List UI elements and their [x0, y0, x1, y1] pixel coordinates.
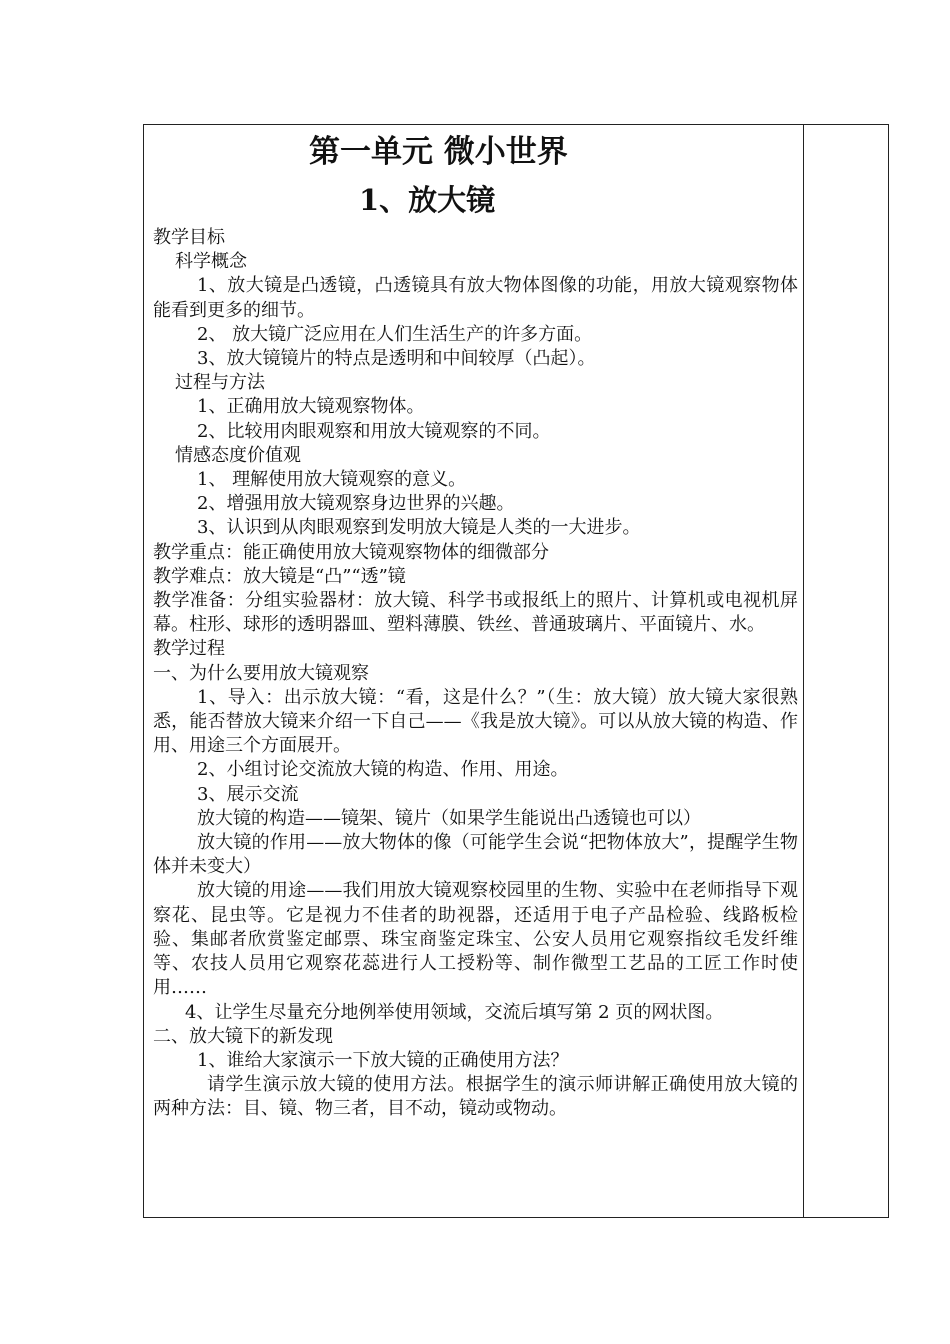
unit-title: 第一单元 微小世界 [309, 134, 568, 170]
body-line: 教学目标 [153, 227, 225, 248]
body-line: 放大镜的构造——镜架、镜片（如果学生能说出凸透镜也可以） [197, 807, 701, 829]
body-line: 1、导入：出示放大镜：“看，这是什么？”（生：放大镜）放大镜大家很熟悉，能否替放大镜来介绍一下自己——《我是放大镜》。可以从放大镜的构造、作用、用途三个方面展开。 [153, 686, 798, 757]
body-line: 1、 理解使用放大镜观察的意义。 [197, 469, 467, 491]
body-line: 放大镜的用途——我们用放大镜观察校园里的生物、实验中在老师指导下观察花、昆虫等。它是视力不佳者的助视器，还适用于电子产品检验、线路板检验、集邮者欣赏鉴定邮票、珠宝商鉴定珠宝、公安人员用它观察指纹毛发纤维等、农技人员用它观察花蕊进行人工授粉等、制作微型工艺品的工匠工作时使用…… [153, 880, 798, 999]
body-line: 2、比较用肉眼观察和用放大镜观察的不同。 [197, 420, 551, 442]
body-line: 2、小组讨论交流放大镜的构造、作用、用途。 [197, 759, 569, 781]
body-line: 3、认识到从肉眼观察到发明放大镜是人类的一大进步。 [197, 517, 641, 539]
table-column-divider [803, 124, 804, 1218]
lesson-title: 1、放大镜 [359, 183, 496, 217]
body-line: 3、放大镜镜片的特点是透明和中间较厚（凸起）。 [197, 348, 596, 370]
body-line: 二、放大镜下的新发现 [153, 1025, 333, 1047]
body-line: 2、增强用放大镜观察身边世界的兴趣。 [197, 493, 515, 515]
body-line: 一、为什么要用放大镜观察 [153, 662, 369, 684]
body-line: 1、正确用放大镜观察物体。 [197, 396, 425, 418]
lesson-body [153, 226, 798, 1122]
body-line: 教学准备：分组实验器材：放大镜、科学书或报纸上的照片、计算机或电视机屏幕。柱形、球形的透明器皿、塑料薄膜、铁丝、普通玻璃片、平面镜片、水。 [153, 590, 798, 636]
body-line: 4、让学生尽量充分地例举使用领域，交流后填写第 2 页的网状图。 [185, 1001, 724, 1023]
body-line: 情感态度价值观 [175, 444, 301, 466]
body-line: 教学难点：放大镜是“凸”“透”镜 [153, 565, 406, 587]
body-line: 1、谁给大家演示一下放大镜的正确使用方法？ [197, 1049, 569, 1071]
body-line: 3、展示交流 [197, 783, 299, 805]
body-line: 过程与方法 [175, 372, 265, 394]
body-line: 2、 放大镜广泛应用在人们生活生产的许多方面。 [197, 323, 593, 345]
body-line: 教学过程 [153, 638, 225, 660]
body-line: 科学概念 [175, 251, 247, 273]
body-line: 1、放大镜是凸透镜，凸透镜具有放大物体图像的功能，用放大镜观察物体 能看到更多的细节。 [153, 275, 798, 321]
body-line: 教学重点：能正确使用放大镜观察物体的细微部分 [153, 541, 549, 563]
body-line: 请学生演示放大镜的使用方法。根据学生的演示师讲解正确使用放大镜的两种方法：目、镜、物三者，目不动，镜动或物动。 [153, 1074, 798, 1120]
body-line: 放大镜的作用——放大物体的像（可能学生会说“把物体放大”，提醒学生物体并未变大） [153, 832, 798, 878]
lesson-content-cell [153, 130, 798, 1122]
